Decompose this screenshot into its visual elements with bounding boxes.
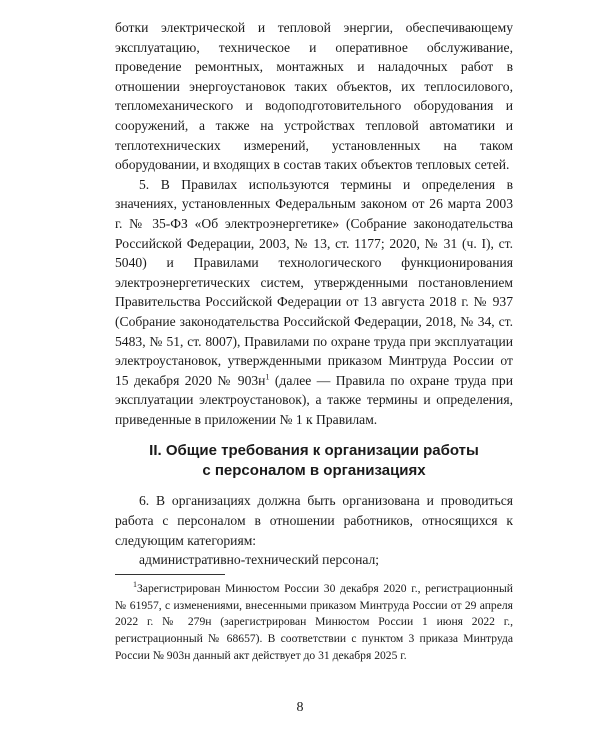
paragraph-5 xyxy=(115,175,513,430)
footnote-divider xyxy=(115,574,225,575)
page-number: 8 xyxy=(296,700,304,715)
document-page xyxy=(115,18,513,665)
list-item: административно-технический персонал; xyxy=(139,552,380,568)
footnote-marker: 1 xyxy=(133,579,137,589)
paragraph-continued: ботки электрической и тепловой энергии, обеспечивающему эксплуатацию, техническое и оперативное обслуживание, проведение ремонтных, монтажных и наладочных работ в отношении энергоустановок таких объектов, их теплосилового, тепломеханического и водоподготовительного оборудования и сооружений, а также на устройствах тепловой автоматики и теплотехнических измерений, установленных на таком оборудовании, и входящих в состав таких объектов тепловых сетей. xyxy=(115,20,513,173)
paragraph-5-text: 5. В Правилах используются термины и определения в значениях, установленных Федеральным законом от 26 марта 2003 г. № 35-ФЗ «Об электроэнергетике» (Собрание законодательства Российской Федерации, 2003, № 13, ст. 1177; 2020, № 31 (ч. I), ст. 5040) и Правилами технологического функционирования электроэнергетических систем, утвержденными постановлением Правительства Российской Федерации от 13 августа 2018 г. № 937 (Собрание законодательства Российской Федерации, 2018, № 34, ст. 5483, № 51, ст. 8007), Правилами по охране труда при эксплуатации электроустановок, утвержденными приказом Минтруда России от 15 декабря 2020 № 903н xyxy=(115,176,513,388)
footnote-text: Зарегистрирован Минюстом России 30 декабря 2020 г., регистрационный № 61957, с изменениями, внесенными приказом Минтруда России от 29 апреля 2022 г. № 279н (зарегистрирован Минюстом России 1 июня 2022 г., регистрационный № 68657). В соответствии с пунктом 3 приказа Минтруда России № 903н данный акт действует до 31 декабря 2025 г. xyxy=(115,581,513,663)
paragraph-5-text-continued: (далее — Правила по охране труда при эксплуатации электроустановок), а также термины и определения, приведенные в приложении № 1 к Правилам. xyxy=(115,372,513,427)
section-heading xyxy=(115,441,513,481)
paragraph-6: 6. В организациях должна быть организована и проводиться работа с персоналом в отношении работников, относящихся к следующим категориям: xyxy=(115,493,513,548)
section-heading-line-2: с персоналом в организациях xyxy=(202,462,426,480)
footnote xyxy=(115,581,513,665)
footnote-reference: 1 xyxy=(265,372,270,382)
section-heading-line-1: II. Общие требования к организации работы xyxy=(149,442,479,460)
